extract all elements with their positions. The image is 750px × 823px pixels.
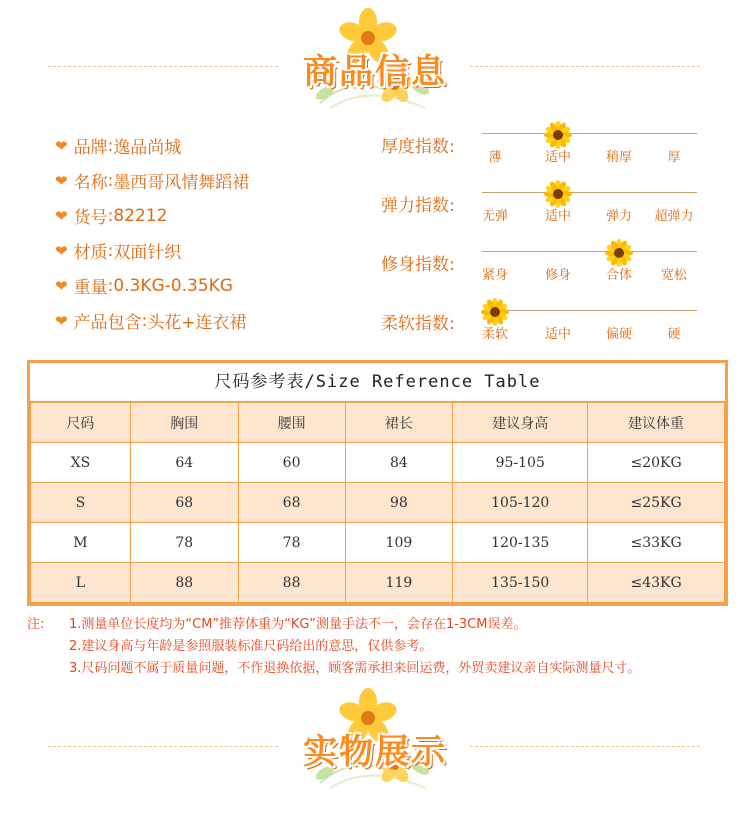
table-cell: ≤43KG — [588, 563, 725, 603]
table-cell: 88 — [130, 563, 238, 603]
scale-option: 厚 — [667, 150, 681, 165]
index-label: 厚度指数: — [381, 137, 455, 157]
section-title: 实物展示 — [303, 732, 447, 772]
info-label: 品牌 — [73, 138, 108, 158]
product-info-list — [55, 128, 249, 338]
header-cell: 胸围 — [130, 403, 238, 443]
index-label: 修身指数: — [381, 255, 455, 275]
info-item-material: ❤ 材质 : 双面针织 — [55, 233, 249, 268]
table-row — [31, 523, 725, 563]
scale-option: 无弹 — [481, 209, 508, 224]
section-header-product-info — [0, 8, 750, 128]
info-value: 逸品尚城 — [113, 138, 182, 158]
scale-option: 弹力 — [605, 209, 632, 224]
sunflower-icon — [544, 121, 572, 149]
section-title: 商品信息 — [303, 52, 447, 92]
heart-icon: ❤ — [55, 171, 68, 190]
size-grid — [30, 402, 725, 603]
scale-option: 修身 — [544, 268, 571, 283]
scale-line — [482, 133, 697, 134]
sunflower-icon — [544, 180, 572, 208]
scale-option: 硬 — [667, 327, 681, 342]
scale-option: 超弹力 — [654, 209, 694, 224]
header-cell: 腰围 — [238, 403, 345, 443]
table-cell: ≤33KG — [588, 523, 725, 563]
table-cell: 105-120 — [453, 483, 588, 523]
table-row — [31, 443, 725, 483]
note-prefix: 注: — [27, 617, 45, 632]
table-cell: M — [31, 523, 131, 563]
table-cell: 119 — [345, 563, 453, 603]
scale-option: 合体 — [605, 268, 632, 283]
table-cell: 84 — [345, 443, 453, 483]
table-cell: 120-135 — [453, 523, 588, 563]
table-cell: L — [31, 563, 131, 603]
info-item-weight: ❤ 重量 : 0.3KG-0.35KG — [55, 268, 249, 303]
info-label: 名称 — [73, 173, 108, 193]
table-cell: 68 — [130, 483, 238, 523]
note-line: 3.尺码问题不属于质量问题，不作退换依据，顾客需承担来回运费，外贸卖建议亲自实际测量尺寸。 — [69, 661, 641, 676]
table-cell: 64 — [130, 443, 238, 483]
index-row — [378, 295, 708, 354]
info-label: 产品包含 — [73, 313, 142, 333]
table-cell: 98 — [345, 483, 453, 523]
table-cell: ≤25KG — [588, 483, 725, 523]
info-value: 墨西哥风情舞蹈裙 — [113, 173, 250, 193]
info-value: 头花+连衣裙 — [147, 313, 247, 333]
scale-option: 宽松 — [660, 268, 687, 283]
scale-option: 适中 — [544, 150, 571, 165]
table-cell: 88 — [238, 563, 345, 603]
index-row — [378, 236, 708, 295]
table-cell: 95-105 — [453, 443, 588, 483]
table-cell: XS — [31, 443, 131, 483]
index-row — [378, 118, 708, 177]
info-item-contents: ❤ 产品包含 : 头花+连衣裙 — [55, 303, 249, 338]
header-cell: 建议身高 — [453, 403, 588, 443]
info-item-name: ❤ 名称 : 墨西哥风情舞蹈裙 — [55, 163, 249, 198]
info-value: 0.3KG-0.35KG — [113, 275, 233, 296]
scale-option: 稍厚 — [605, 150, 632, 165]
index-label: 弹力指数: — [381, 196, 455, 216]
table-cell: 78 — [238, 523, 345, 563]
table-cell: S — [31, 483, 131, 523]
heart-icon: ❤ — [55, 241, 68, 260]
sunflower-icon — [481, 298, 509, 326]
size-reference-table — [27, 360, 728, 606]
fabric-indices — [378, 118, 708, 354]
info-value: 82212 — [113, 205, 168, 226]
header-cell: 建议体重 — [588, 403, 725, 443]
table-cell: 109 — [345, 523, 453, 563]
scale-option: 适中 — [544, 209, 571, 224]
header-cell: 裙长 — [345, 403, 453, 443]
header-cell: 尺码 — [31, 403, 131, 443]
heart-icon: ❤ — [55, 206, 68, 225]
table-title: 尺码参考表/Size Reference Table — [30, 363, 725, 402]
info-label: 货号 — [73, 208, 108, 228]
heart-icon: ❤ — [55, 311, 68, 330]
info-item-brand: ❤ 品牌 : 逸品尚城 — [55, 128, 249, 163]
note-line: 2.建议身高与年龄是参照服装标准尺码给出的意思，仅供参考。 — [69, 639, 433, 654]
table-cell: 135-150 — [453, 563, 588, 603]
table-row — [31, 483, 725, 523]
info-label: 材质 — [73, 243, 108, 263]
info-value: 双面针织 — [113, 243, 182, 263]
sunflower-icon — [605, 239, 633, 267]
info-label: 重量 — [73, 278, 108, 298]
note-line: 1.测量单位长度均为“CM”推荐体重为“KG”测量手法不一，会存在1-3CM误差。 — [69, 617, 527, 632]
table-cell: 60 — [238, 443, 345, 483]
index-label: 柔软指数: — [381, 314, 455, 334]
heart-icon: ❤ — [55, 136, 68, 155]
table-cell: 68 — [238, 483, 345, 523]
index-row — [378, 177, 708, 236]
table-cell: 78 — [130, 523, 238, 563]
scale-option: 柔软 — [481, 327, 508, 342]
scale-option: 偏硬 — [605, 327, 632, 342]
heart-icon: ❤ — [55, 276, 68, 295]
scale-option: 适中 — [544, 327, 571, 342]
info-item-sku: ❤ 货号 : 82212 — [55, 198, 249, 233]
scale-option: 薄 — [488, 150, 502, 165]
scale-option: 紧身 — [481, 268, 508, 283]
section-header-real-photos — [0, 688, 750, 808]
table-row — [31, 563, 725, 603]
scale-line — [482, 192, 697, 193]
table-header-row — [31, 403, 725, 443]
scale-line — [482, 251, 697, 252]
scale-line — [482, 310, 697, 311]
table-cell: ≤20KG — [588, 443, 725, 483]
